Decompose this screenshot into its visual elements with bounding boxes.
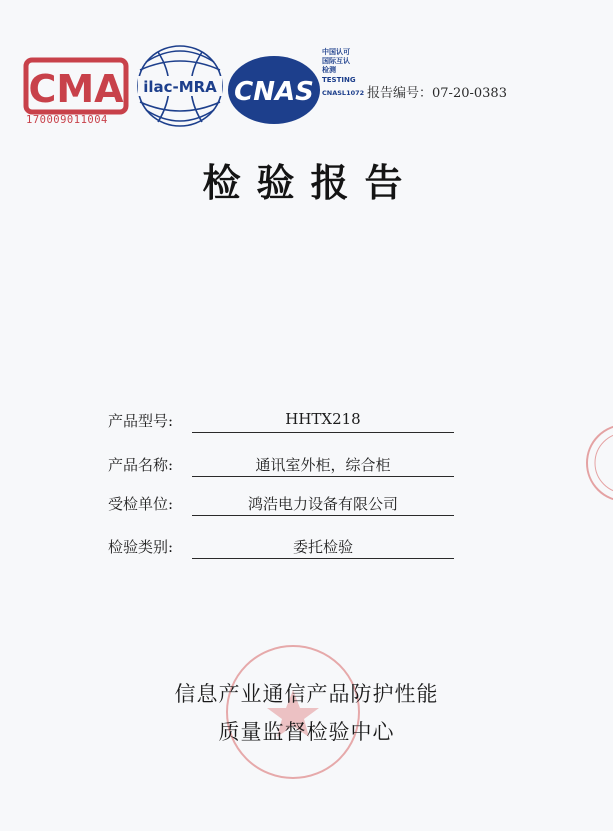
cnas-side-line: 中国认可 — [322, 48, 350, 56]
document-title: 检验报告 — [202, 161, 419, 205]
field-label: 检验类别: — [108, 538, 174, 556]
report-number-label: 报告编号： — [367, 86, 433, 101]
field-value: 通讯室外柜，综合柜 — [255, 456, 391, 474]
field-underline — [192, 476, 454, 477]
cnas-side-line: 国际互认 — [322, 57, 350, 65]
field-underline — [192, 558, 454, 559]
field-value: HHTX218 — [285, 410, 361, 428]
report-number-value: 07-20-0383 — [432, 86, 507, 101]
cnas-testing: TESTING — [322, 76, 356, 84]
cnas-license: CNASL1072 — [322, 89, 365, 97]
organization-name-line1: 信息产业通信产品防护性能 — [174, 682, 439, 706]
field-value: 鸿浩电力设备有限公司 — [247, 495, 398, 513]
ilac-mra-logo — [132, 42, 228, 132]
edge-seal-stamp — [580, 418, 613, 508]
cnas-side-line: 检测 — [322, 66, 336, 74]
cma-number: 170009011004 — [26, 114, 108, 126]
field-label: 产品型号: — [108, 412, 174, 430]
cma-logo-text: CMA — [28, 67, 124, 111]
report-number — [367, 82, 507, 101]
cnas-logo — [226, 50, 322, 130]
ilac-mra-text: ilac-MRA — [143, 78, 217, 96]
field-value: 委托检验 — [292, 538, 353, 556]
field-label: 产品名称: — [108, 456, 174, 474]
field-underline — [192, 515, 454, 516]
cnas-side-text — [322, 48, 370, 98]
cnas-logo-text: CNAS — [234, 77, 314, 107]
field-underline — [192, 432, 454, 433]
organization-name-line2: 质量监督检验中心 — [218, 720, 395, 744]
field-label: 受检单位: — [108, 495, 174, 513]
